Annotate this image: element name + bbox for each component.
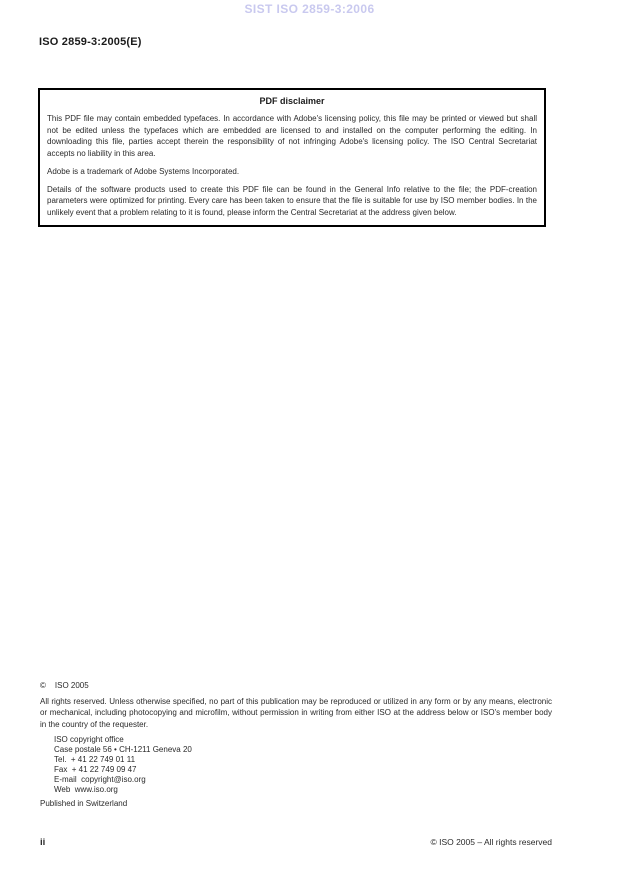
- document-reference: ISO 2859-3:2005(E): [39, 36, 142, 48]
- watermark-header: SIST ISO 2859-3:2006: [244, 2, 375, 16]
- page-number: ii: [40, 837, 46, 848]
- iso-copyright-office-address: [54, 735, 552, 795]
- disclaimer-paragraph-software-details: Details of the software products used to create this PDF file can be found in the General Info relative to the file; the PDF-creation parameters were optimized for printing. Every care has been taken to ensure that the file is suitable for use by ISO member bodies. In the unlikely event that a problem relating to it is found, please inform the Central Secretariat at the address given below.: [47, 184, 537, 217]
- address-line-email: E-mail copyright@iso.org: [54, 775, 146, 784]
- published-in-switzerland: Published in Switzerland: [40, 799, 128, 808]
- footer-copyright-line: © ISO 2005 – All rights reserved: [430, 837, 552, 847]
- address-line-postal: Case postale 56 • CH-1211 Geneva 20: [54, 745, 192, 754]
- address-line-office: ISO copyright office: [54, 735, 124, 744]
- pdf-disclaimer-title: PDF disclaimer: [259, 96, 325, 106]
- address-line-tel: Tel. + 41 22 749 01 11: [54, 755, 136, 764]
- page-footer: [40, 837, 552, 848]
- copyright-block: [40, 680, 552, 810]
- address-line-fax: Fax + 41 22 749 09 47: [54, 765, 137, 774]
- disclaimer-paragraph-adobe-trademark: Adobe is a trademark of Adobe Systems Incorporated.: [47, 166, 240, 176]
- address-line-web: Web www.iso.org: [54, 785, 118, 794]
- copyright-notice: [40, 680, 552, 692]
- disclaimer-paragraph-typefaces: This PDF file may contain embedded typefaces. In accordance with Adobe's licensing policy, this file may be printed or viewed but shall not be edited unless the typefaces which are embedded are licensed to and installed on the computer performing the editing. In downloading this file, parties accept therein the responsibility of not infringing Adobe's licensing policy. The ISO Central Secretariat accepts no liability in this area.: [47, 114, 537, 159]
- copyright-symbol: ©: [40, 681, 46, 690]
- rights-reserved-paragraph: All rights reserved. Unless otherwise specified, no part of this publication may be reproduced or utilized in any form or by any means, electronic or mechanical, including photocopying and microfilm, without permission in writing from either ISO at the address below or ISO's member body in the country of the requester.: [40, 696, 552, 729]
- copyright-year: ISO 2005: [54, 681, 89, 690]
- pdf-disclaimer-box: [38, 88, 546, 227]
